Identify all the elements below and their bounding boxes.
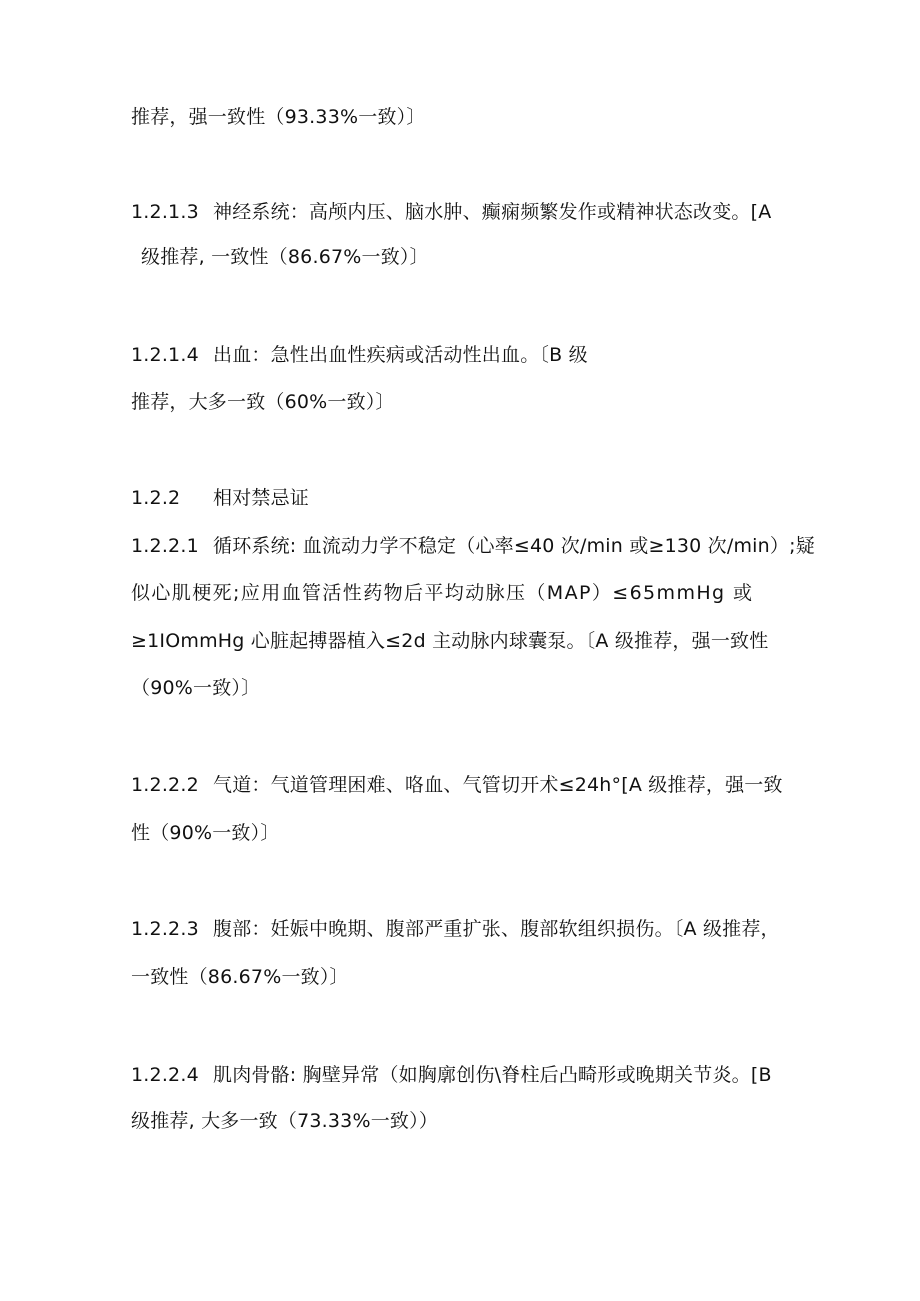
paragraph-line [131, 916, 780, 942]
paragraph-text: 循环系统: 血流动力学不稳定（心率≤40 次/min 或≥130 次/min）;疑 [213, 535, 815, 557]
paragraph-line [131, 675, 260, 701]
paragraph-line [131, 580, 753, 606]
paragraph-text: 腹部：妊娠中晚期、腹部严重扩张、腹部软组织损伤。〔A 级推荐， [213, 918, 780, 940]
paragraph-line [131, 628, 768, 654]
paragraph-text: 神经系统：高颅内压、脑水肿、癫痫频繁发作或精神状态改变。[A [213, 201, 772, 223]
section-number: 1.2.2 [131, 487, 181, 509]
paragraph-line [131, 389, 395, 415]
paragraph-text: ≥1IOmmHg 心脏起搏器植入≤2d 主动脉内球囊泵。〔A 级推荐，强一致性 [131, 630, 769, 652]
paragraph-text: 似心肌梗死;应用血管活性药物后平均动脉压（MAP）≤65mmHg 或 [131, 582, 754, 604]
paragraph-line [131, 820, 280, 846]
paragraph-text: 级推荐, 一致性（86.67%一致）〕 [141, 246, 429, 268]
paragraph-text: 级推荐, 大多一致（73.33%一致）） [131, 1110, 439, 1132]
paragraph-line [131, 964, 349, 990]
paragraph-text: （90%一致）〕 [131, 677, 261, 699]
paragraph-line [141, 244, 429, 270]
paragraph-text: 肌肉骨骼: 胸壁异常（如胸廓创伤\脊柱后凸畸形或晚期关节炎。[B [213, 1064, 772, 1086]
section-number: 1.2.1.4 [131, 344, 199, 366]
section-number: 1.2.1.3 [131, 201, 199, 223]
section-heading [131, 485, 309, 511]
paragraph-text: 推荐，强一致性（93.33%一致）〕 [131, 106, 426, 128]
paragraph-line [131, 342, 588, 368]
paragraph-text: 出血：急性出血性疾病或活动性出血。〔B 级 [213, 344, 588, 366]
section-number: 1.2.2.2 [131, 774, 199, 796]
paragraph-line [131, 1108, 438, 1134]
paragraph-text: 性（90%一致）〕 [131, 822, 280, 844]
paragraph-text: 推荐，大多一致（60%一致）〕 [131, 391, 395, 413]
paragraph-line [131, 772, 783, 798]
section-number: 1.2.2.3 [131, 918, 199, 940]
paragraph-line [131, 533, 815, 559]
paragraph-line [131, 104, 426, 130]
paragraph-line [131, 1062, 772, 1088]
paragraph-line [131, 199, 771, 225]
section-title: 相对禁忌证 [213, 487, 310, 509]
paragraph-text: 气道：气道管理困难、咯血、气管切开术≤24h°[A 级推荐，强一致 [213, 774, 783, 796]
paragraph-text: 一致性（86.67%一致）〕 [131, 966, 349, 988]
section-number: 1.2.2.4 [131, 1064, 199, 1086]
section-number: 1.2.2.1 [131, 535, 199, 557]
